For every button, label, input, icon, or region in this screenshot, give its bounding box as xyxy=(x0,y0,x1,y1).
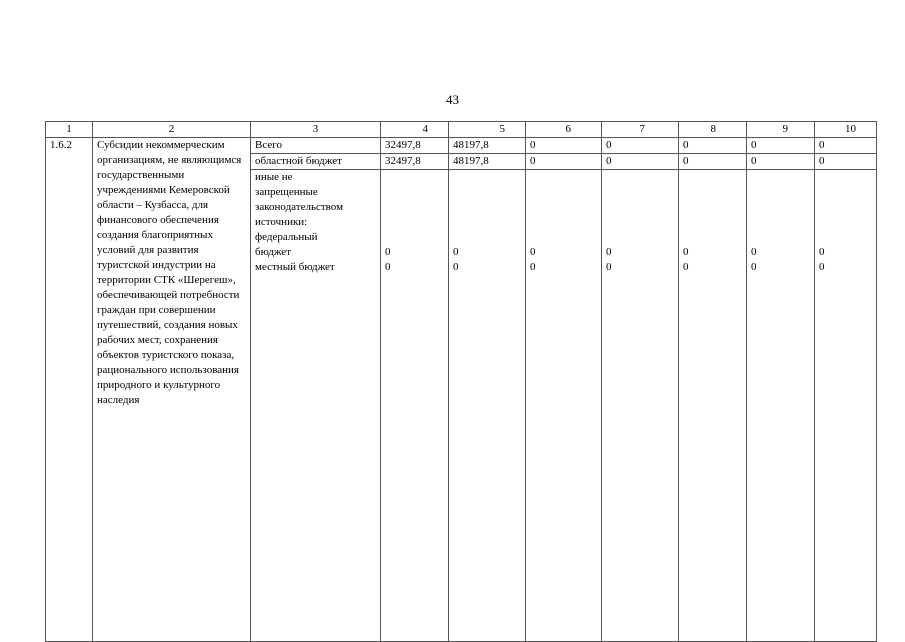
source-label: иные не запрещенные законодательством источники: федеральный бюджет местный бюджет xyxy=(251,170,381,642)
header-row xyxy=(46,122,877,138)
column-header: 7 xyxy=(602,122,679,138)
page-number: 43 xyxy=(446,92,459,107)
value-cell: 48197,8 xyxy=(449,138,526,154)
column-header: 1 xyxy=(46,122,93,138)
value-cell: 0 0 xyxy=(449,170,526,642)
column-header: 10 xyxy=(815,122,877,138)
source-label: областной бюджет xyxy=(251,154,381,170)
value-cell: 0 0 xyxy=(679,170,747,642)
column-header: 8 xyxy=(679,122,747,138)
row-code: 1.6.2 xyxy=(46,138,93,642)
column-header: 3 xyxy=(251,122,381,138)
source-label: Всего xyxy=(251,138,381,154)
column-header: 2 xyxy=(93,122,251,138)
column-header: 4 xyxy=(381,122,449,138)
table-row xyxy=(46,138,877,154)
measure-name: Субсидии некоммерческим организациям, не являющимся государственными учреждениями Кемеровской области – Кузбасса, для финансового обеспечения создания благоприятных условий для развития туристской индустрии на территории СТК «Шерегеш», обеспечивающей потребности граждан при совершении путешествий, создания новых рабочих мест, сохранения объектов туристского показа, рационального использования природного и культурного наследия xyxy=(93,138,251,642)
column-header: 9 xyxy=(747,122,815,138)
value-cell: 0 0 xyxy=(815,170,877,642)
value-cell: 0 0 xyxy=(747,170,815,642)
value-cell: 32497,8 xyxy=(381,154,449,170)
value-cell: 0 xyxy=(815,154,877,170)
value-cell: 0 xyxy=(679,138,747,154)
value-cell: 0 0 xyxy=(526,170,602,642)
value-cell: 0 xyxy=(747,154,815,170)
value-cell: 0 xyxy=(747,138,815,154)
value-cell: 0 xyxy=(815,138,877,154)
value-cell: 0 0 xyxy=(602,170,679,642)
column-header: 6 xyxy=(526,122,602,138)
value-cell: 48197,8 xyxy=(449,154,526,170)
value-cell: 32497,8 xyxy=(381,138,449,154)
value-cell: 0 0 xyxy=(381,170,449,642)
value-cell: 0 xyxy=(526,138,602,154)
value-cell: 0 xyxy=(679,154,747,170)
budget-table xyxy=(45,121,877,642)
value-cell: 0 xyxy=(602,154,679,170)
value-cell: 0 xyxy=(526,154,602,170)
value-cell: 0 xyxy=(602,138,679,154)
column-header: 5 xyxy=(449,122,526,138)
